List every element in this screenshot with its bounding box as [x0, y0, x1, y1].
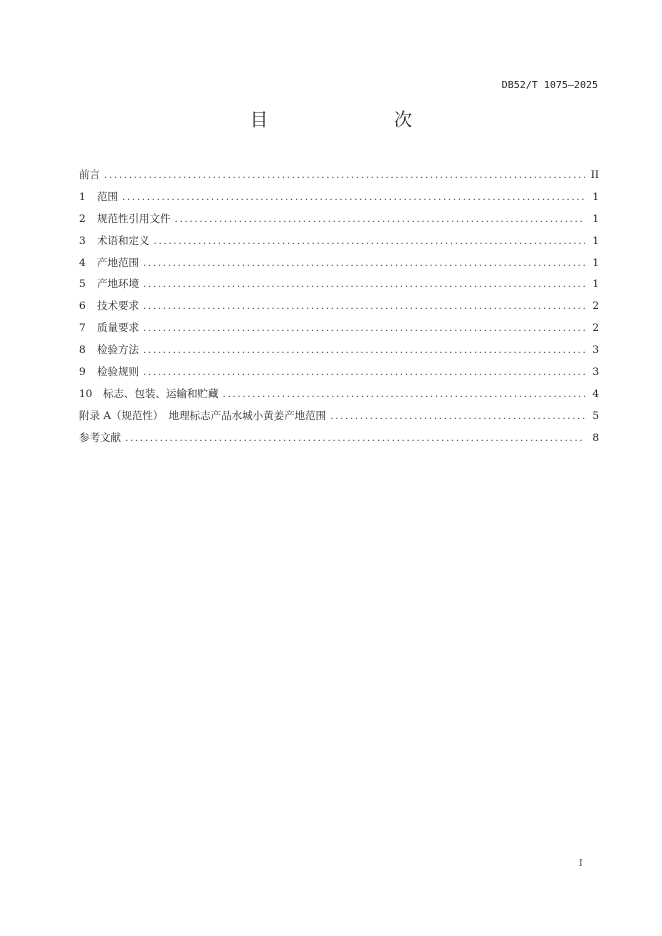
toc-entry-number: 9 — [79, 366, 86, 379]
toc-entry-page: 1 — [592, 256, 599, 269]
toc-entry-number: 1 — [79, 190, 86, 203]
toc-entry[interactable] — [79, 386, 599, 408]
toc-entry-title: 范围 — [97, 190, 118, 203]
toc-entry-title: 产地范围 — [97, 256, 139, 269]
toc-entry-page: 2 — [592, 322, 599, 335]
toc-entry-title: 术语和定义 — [97, 234, 150, 247]
toc-entry-number: 10 — [79, 387, 93, 400]
page-number: I — [579, 859, 583, 869]
toc-entry-page: 1 — [592, 234, 599, 247]
toc-entry[interactable] — [79, 298, 599, 320]
toc-dot-leader — [154, 233, 586, 249]
toc-dot-leader — [143, 320, 585, 336]
toc-dot-leader — [223, 386, 586, 402]
toc-entry-page: II — [590, 169, 599, 181]
toc-entry[interactable] — [79, 430, 599, 452]
toc-entry[interactable] — [79, 408, 599, 430]
toc-entry-number: 4 — [79, 256, 86, 269]
toc-entry[interactable] — [79, 167, 599, 189]
toc-dot-leader — [143, 342, 585, 358]
toc-entry-page: 3 — [592, 344, 599, 357]
toc-entry-title: 检验方法 — [97, 344, 139, 357]
toc-entry-title: 检验规则 — [97, 366, 139, 379]
toc-entry[interactable] — [79, 364, 599, 386]
toc-entry-page: 3 — [592, 366, 599, 379]
toc-entry-page: 1 — [592, 212, 599, 225]
toc-entry-title: 技术要求 — [97, 300, 139, 313]
toc-entry-number: 7 — [79, 322, 86, 335]
toc-dot-leader — [104, 167, 585, 183]
toc-entry-page: 4 — [592, 387, 599, 400]
toc-entry-title: 参考文献 — [79, 431, 121, 444]
toc-entry-title: 标志、包装、运输和贮藏 — [103, 387, 219, 400]
toc-entry-number: 6 — [79, 300, 86, 313]
toc-entry-title: 附录 A（规范性） 地理标志产品水城小黄姜产地范围 — [79, 409, 327, 422]
standard-code: DB52/T 1075—2025 — [501, 80, 598, 91]
toc-dot-leader — [330, 408, 585, 424]
toc-entry[interactable] — [79, 342, 599, 364]
toc-entry-title: 质量要求 — [97, 322, 139, 335]
toc-entry[interactable] — [79, 189, 599, 211]
toc-dot-leader — [122, 189, 585, 205]
toc-entry[interactable] — [79, 211, 599, 233]
toc-entry[interactable] — [79, 233, 599, 255]
toc-entry-number: 8 — [79, 344, 86, 357]
toc-entry-page: 2 — [592, 300, 599, 313]
toc-entry-number: 3 — [79, 234, 86, 247]
toc-entry[interactable] — [79, 255, 599, 277]
toc-dot-leader — [125, 430, 585, 446]
toc-dot-leader — [143, 298, 585, 314]
toc-dot-leader — [143, 276, 585, 292]
toc-dot-leader — [143, 255, 585, 271]
toc-entry-title: 规范性引用文件 — [97, 212, 171, 225]
toc-title: 目 次 — [250, 110, 442, 131]
table-of-contents — [79, 167, 599, 452]
toc-entry-number: 2 — [79, 212, 86, 225]
toc-entry[interactable] — [79, 320, 599, 342]
toc-entry-page: 8 — [592, 431, 599, 444]
toc-entry-page: 1 — [592, 278, 599, 291]
toc-entry-title: 前言 — [79, 169, 100, 181]
toc-entry-page: 1 — [592, 190, 599, 203]
toc-entry[interactable] — [79, 276, 599, 298]
toc-dot-leader — [143, 364, 585, 380]
toc-entry-number: 5 — [79, 278, 86, 291]
toc-dot-leader — [175, 211, 586, 227]
toc-entry-title: 产地环境 — [97, 278, 139, 291]
toc-entry-page: 5 — [592, 409, 599, 422]
